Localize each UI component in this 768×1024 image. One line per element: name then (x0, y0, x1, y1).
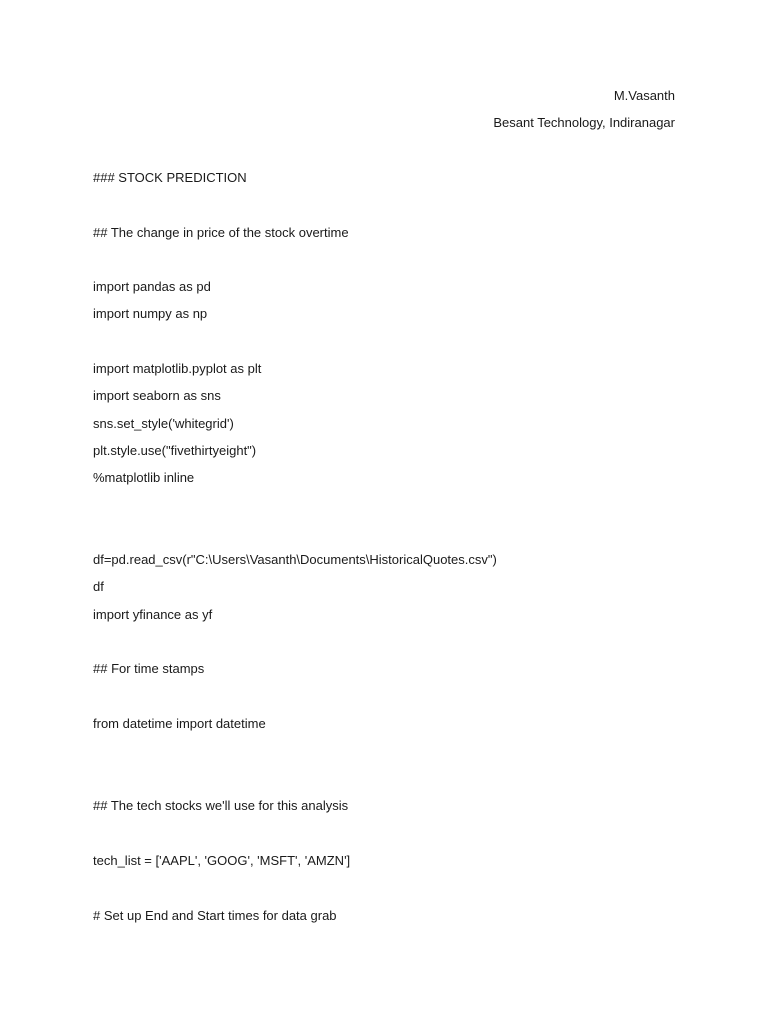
code-line: sns.set_style('whitegrid') (93, 416, 234, 431)
section-comment: # Set up End and Start times for data grab (93, 908, 337, 923)
code-line: df (93, 579, 104, 594)
section-comment: ## The change in price of the stock overtime (93, 225, 349, 240)
section-comment: ## For time stamps (93, 661, 205, 676)
author-affiliation: Besant Technology, Indiranagar (493, 115, 675, 130)
author-name: M.Vasanth (613, 88, 675, 103)
code-line: import pandas as pd (93, 279, 211, 294)
section-comment: ## The tech stocks we'll use for this analysis (93, 798, 349, 813)
code-line: import seaborn as sns (93, 388, 221, 403)
code-line: %matplotlib inline (93, 470, 195, 485)
code-line: from datetime import datetime (93, 716, 266, 731)
code-line: import matplotlib.pyplot as plt (93, 361, 262, 376)
code-line: plt.style.use("fivethirtyeight") (93, 443, 257, 458)
code-line: import yfinance as yf (93, 607, 213, 622)
document-heading: ### STOCK PREDICTION (93, 170, 247, 185)
code-line: df=pd.read_csv(r"C:\Users\Vasanth\Documents\HistoricalQuotes.csv") (93, 552, 497, 567)
code-line: tech_list = ['AAPL', 'GOOG', 'MSFT', 'AMZN'] (93, 853, 351, 868)
code-line: import numpy as np (93, 306, 208, 321)
